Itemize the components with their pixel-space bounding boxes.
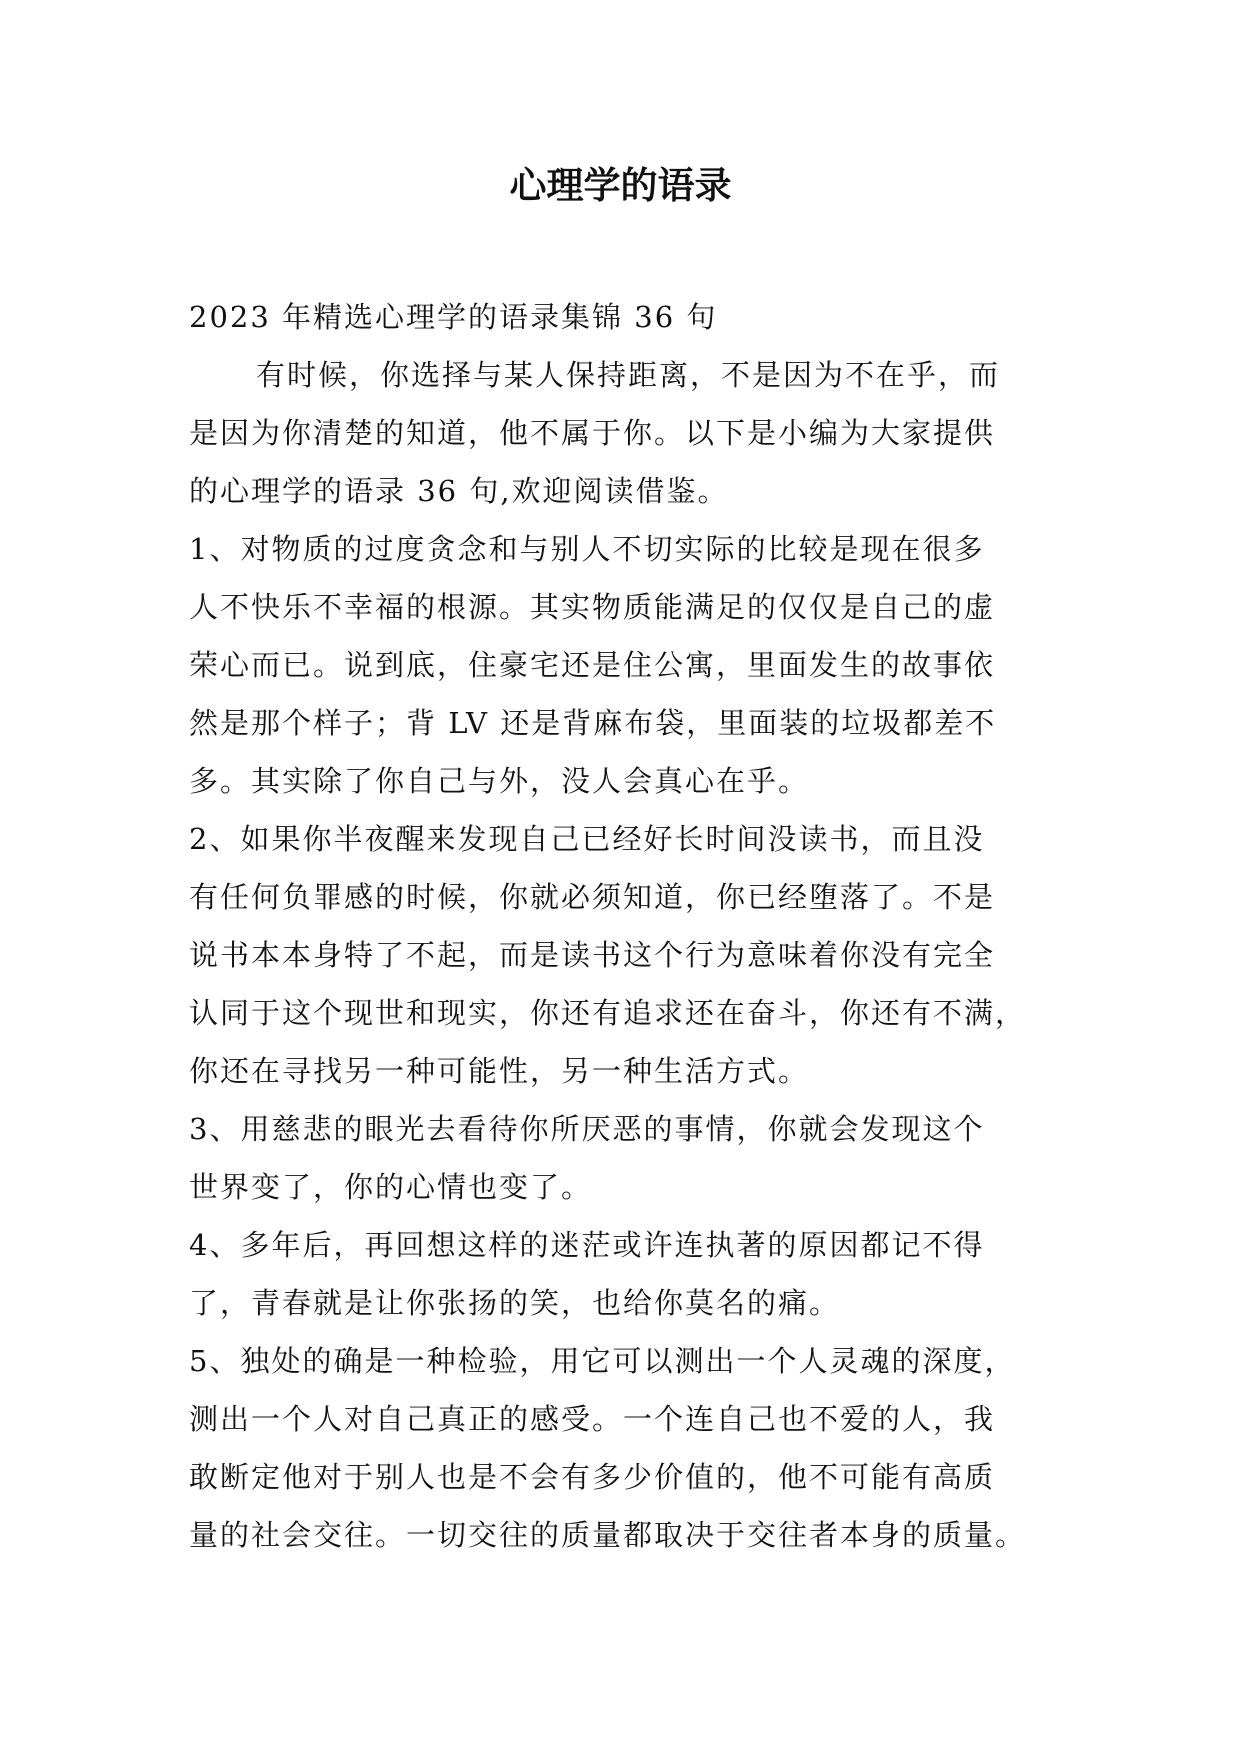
text-line: 2023 年精选心理学的语录集锦 36 句 bbox=[189, 300, 718, 334]
document-title: 心理学的语录 bbox=[509, 163, 732, 207]
text-line: 2、如果你半夜醒来发现自己已经好长时间没读书，而且没 bbox=[189, 822, 985, 856]
text-line: 人不快乐不幸福的根源。其实物质能满足的仅仅是自己的虚 bbox=[189, 590, 996, 624]
text-line: 5、独处的确是一种检验，用它可以测出一个人灵魂的深度， bbox=[189, 1344, 1016, 1378]
text-line: 荣心而已。说到底，住豪宅还是住公寓，里面发生的故事依 bbox=[189, 648, 996, 682]
text-line: 敢断定他对于别人也是不会有多少价值的，他不可能有高质 bbox=[189, 1460, 996, 1494]
text-line: 认同于这个现世和现实，你还有追求还在奋斗，你还有不满， bbox=[189, 996, 1027, 1030]
text-line: 3、用慈悲的眼光去看待你所厌恶的事情，你就会发现这个 bbox=[189, 1112, 985, 1146]
text-line: 1、对物质的过度贪念和与别人不切实际的比较是现在很多 bbox=[189, 532, 985, 566]
text-line: 量的社会交往。一切交往的质量都取决于交往者本身的质量。 bbox=[189, 1518, 1027, 1552]
text-line: 有时候，你选择与某人保持距离，不是因为不在乎，而 bbox=[256, 358, 1001, 392]
document-body bbox=[189, 288, 1064, 1564]
text-line: 测出一个人对自己真正的感受。一个连自己也不爱的人，我 bbox=[189, 1402, 996, 1436]
text-line: 是因为你清楚的知道，他不属于你。以下是小编为大家提供 bbox=[189, 416, 996, 450]
text-line: 你还在寻找另一种可能性，另一种生活方式。 bbox=[189, 1054, 810, 1088]
text-line: 多。其实除了你自己与外，没人会真心在乎。 bbox=[189, 764, 810, 798]
text-line: 有任何负罪感的时候，你就必须知道，你已经堕落了。不是 bbox=[189, 880, 996, 914]
text-line: 4、多年后，再回想这样的迷茫或许连执著的原因都记不得 bbox=[189, 1228, 985, 1262]
text-line: 然是那个样子；背 LV 还是背麻布袋，里面装的垃圾都差不 bbox=[189, 706, 997, 740]
text-line: 了，青春就是让你张扬的笑，也给你莫名的痛。 bbox=[189, 1286, 841, 1320]
text-line: 的心理学的语录 36 句,欢迎阅读借鉴。 bbox=[189, 474, 729, 508]
text-line: 世界变了，你的心情也变了。 bbox=[189, 1170, 593, 1204]
text-line: 说书本本身特了不起，而是读书这个行为意味着你没有完全 bbox=[189, 938, 996, 972]
